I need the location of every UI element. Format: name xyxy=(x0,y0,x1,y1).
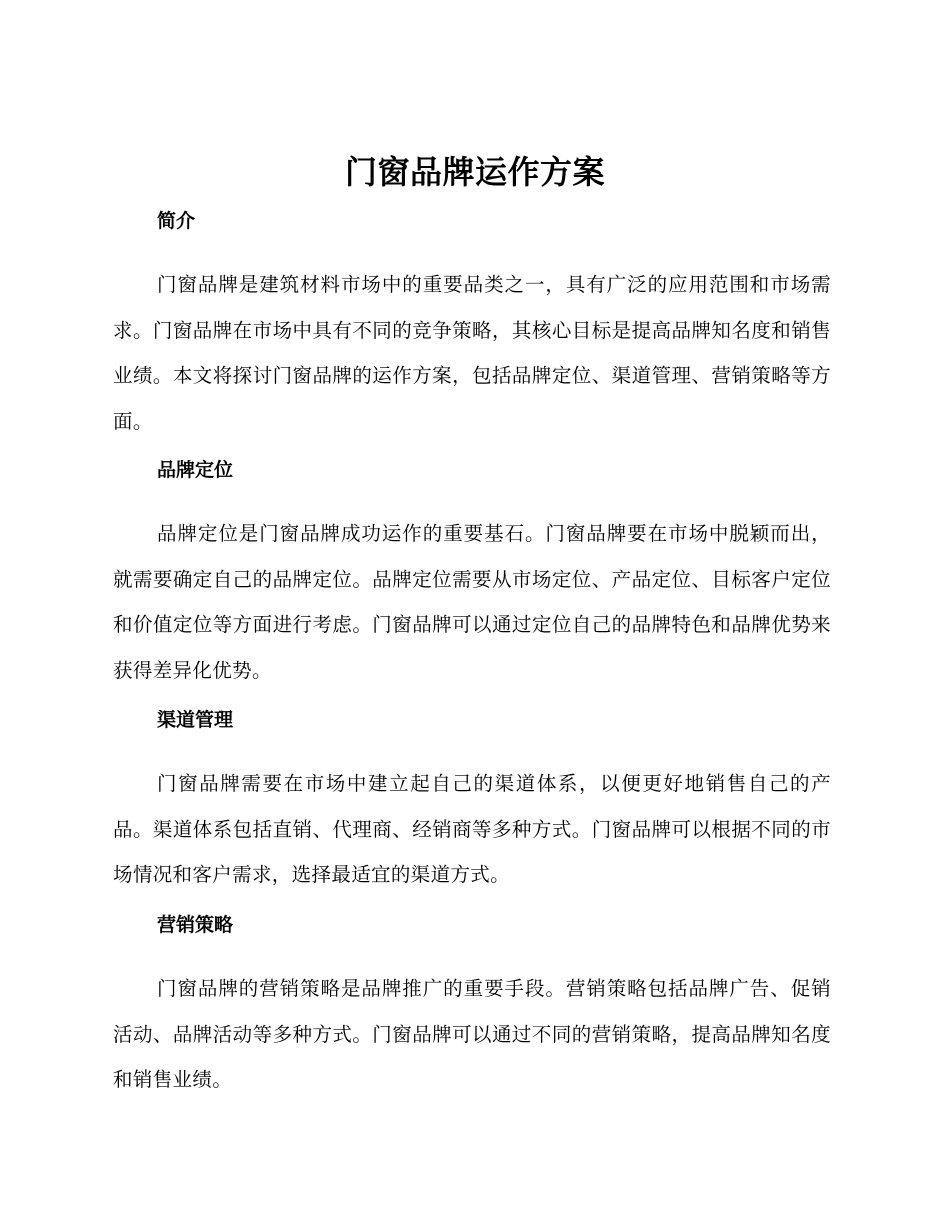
section-heading-channel-management: 渠道管理 xyxy=(157,709,234,731)
section-intro xyxy=(113,207,831,444)
section-channel-management xyxy=(113,706,831,898)
section-body-marketing-strategy: 门窗品牌的营销策略是品牌推广的重要手段。营销策略包括品牌广告、促销活动、品牌活动等多种方式。门窗品牌可以通过不同的营销策略，提高品牌知名度和销售业绩。 xyxy=(113,977,831,1091)
section-body-brand-positioning: 品牌定位是门窗品牌成功运作的重要基石。门窗品牌要在市场中脱颖而出，就需要确定自己的品牌定位。品牌定位需要从市场定位、产品定位、目标客户定位和价值定位等方面进行考虑。门窗品牌可以通过定位自己的品牌特色和品牌优势来获得差异化优势。 xyxy=(113,522,831,682)
section-heading-marketing-strategy: 营销策略 xyxy=(157,914,234,936)
section-heading-brand-positioning: 品牌定位 xyxy=(157,459,234,481)
section-marketing-strategy xyxy=(113,911,831,1103)
section-body-channel-management: 门窗品牌需要在市场中建立起自己的渠道体系，以便更好地销售自己的产品。渠道体系包括直销、代理商、经销商等多种方式。门窗品牌可以根据不同的市场情况和客户需求，选择最适宜的渠道方式。 xyxy=(113,772,831,886)
section-brand-positioning xyxy=(113,456,831,693)
section-body-intro: 门窗品牌是建筑材料市场中的重要品类之一，具有广泛的应用范围和市场需求。门窗品牌在市场中具有不同的竞争策略，其核心目标是提高品牌知名度和销售业绩。本文将探讨门窗品牌的运作方案，包括品牌定位、渠道管理、营销策略等方面。 xyxy=(113,273,831,433)
section-heading-intro: 简介 xyxy=(157,210,196,232)
document-title: 门窗品牌运作方案 xyxy=(344,153,605,191)
